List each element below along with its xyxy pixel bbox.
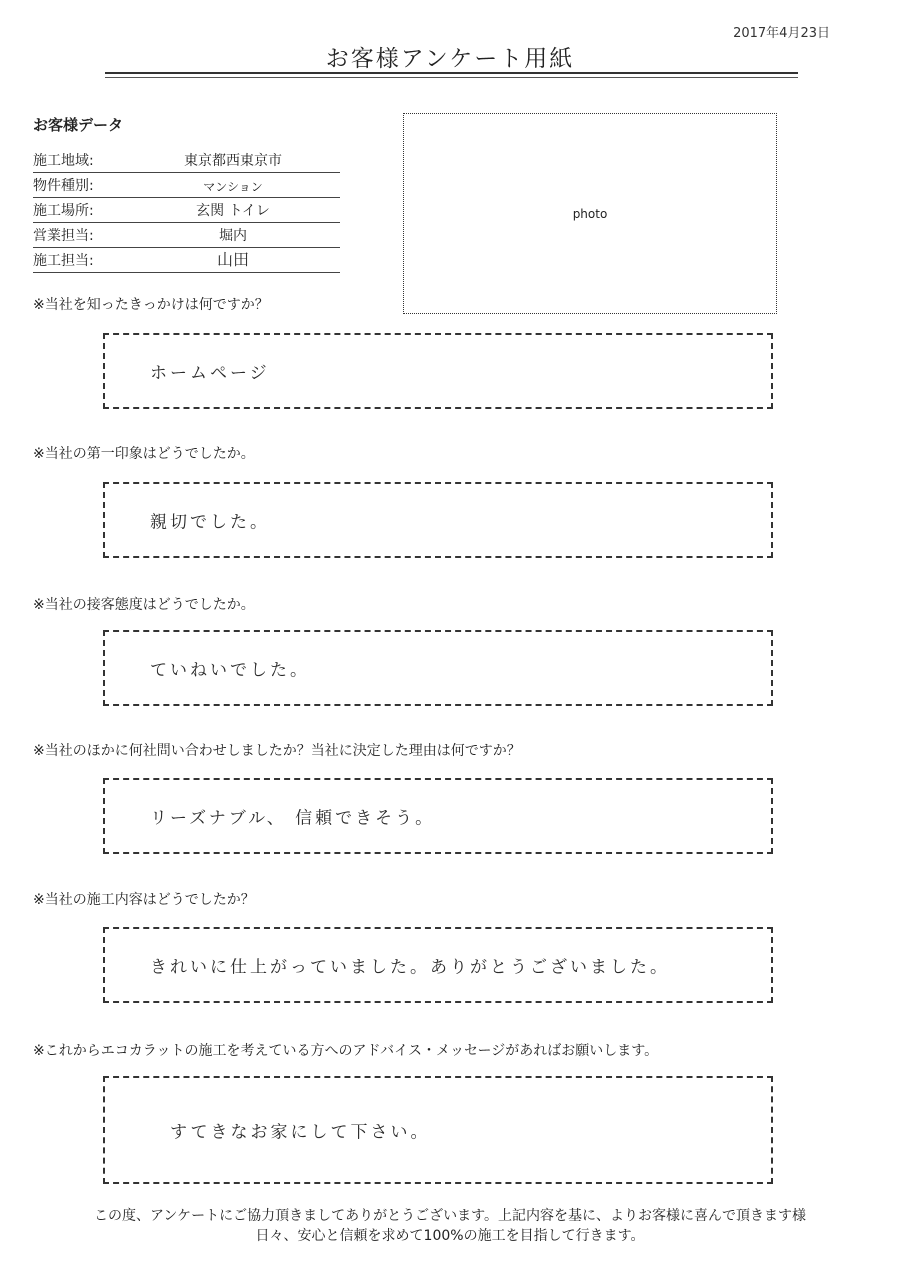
- customer-row-label: 施工担当:: [33, 253, 94, 269]
- question-2: ※当社の第一印象はどうでしたか。: [33, 446, 255, 462]
- photo-label: photo: [572, 207, 608, 221]
- title-divider: [105, 72, 798, 74]
- answer-2: 親切でした。: [150, 512, 270, 533]
- question-1: ※当社を知ったきっかけは何ですか？: [33, 297, 269, 313]
- customer-data-heading: お客様データ: [33, 116, 124, 134]
- customer-row-sales-rep: [33, 223, 340, 248]
- customer-row-area: [33, 148, 340, 173]
- answer-1: ホームページ: [150, 363, 270, 384]
- answer-box-3: [103, 630, 773, 706]
- customer-row-location: [33, 198, 340, 223]
- answer-box-4: [103, 778, 773, 854]
- answer-box-6: [103, 1076, 773, 1184]
- footer-line-1: この度、アンケートにご協力頂きましてありがとうございます。上記内容を基に、よりお客様に喜んで頂きます様: [93, 1208, 807, 1224]
- customer-row-value: 東京都西東京市: [184, 153, 282, 169]
- question-3: ※当社の接客態度はどうでしたか。: [33, 597, 255, 613]
- customer-row-label: 物件種別:: [33, 178, 94, 194]
- customer-row-value: マンション: [203, 180, 263, 194]
- page-title: お客様アンケート用紙: [325, 46, 575, 72]
- answer-box-5: [103, 927, 773, 1003]
- title-divider-secondary: [105, 77, 798, 78]
- question-6: ※これからエコカラットの施工を考えている方へのアドバイス・メッセージがあればお願いします。: [33, 1043, 659, 1059]
- answer-6: すてきなお家にして下さい。: [170, 1122, 431, 1143]
- customer-row-label: 施工地域:: [33, 153, 94, 169]
- survey-date: 2017年4月23日: [733, 26, 830, 41]
- footer-line-2: 日々、安心と信頼を求めて100%の施工を目指して行きます。: [255, 1228, 645, 1244]
- question-5: ※当社の施工内容はどうでしたか？: [33, 892, 255, 908]
- answer-5: きれいに仕上がっていました。ありがとうございました。: [150, 957, 670, 978]
- question-4: ※当社のほかに何社問い合わせしましたか？当社に決定した理由は何ですか？: [33, 743, 521, 759]
- answer-4: リーズナブル、 信頼できそう。: [150, 808, 436, 829]
- customer-row-value: 山田: [216, 250, 249, 269]
- answer-box-1: [103, 333, 773, 409]
- customer-row-property-type: [33, 173, 340, 198]
- answer-box-2: [103, 482, 773, 558]
- customer-row-installer: [33, 248, 340, 273]
- answer-3: ていねいでした。: [150, 660, 310, 681]
- customer-row-label: 施工場所:: [33, 203, 94, 219]
- customer-row-value: 玄関 トイレ: [196, 203, 270, 219]
- customer-row-value: 堀内: [219, 228, 247, 244]
- customer-row-label: 営業担当:: [33, 228, 94, 244]
